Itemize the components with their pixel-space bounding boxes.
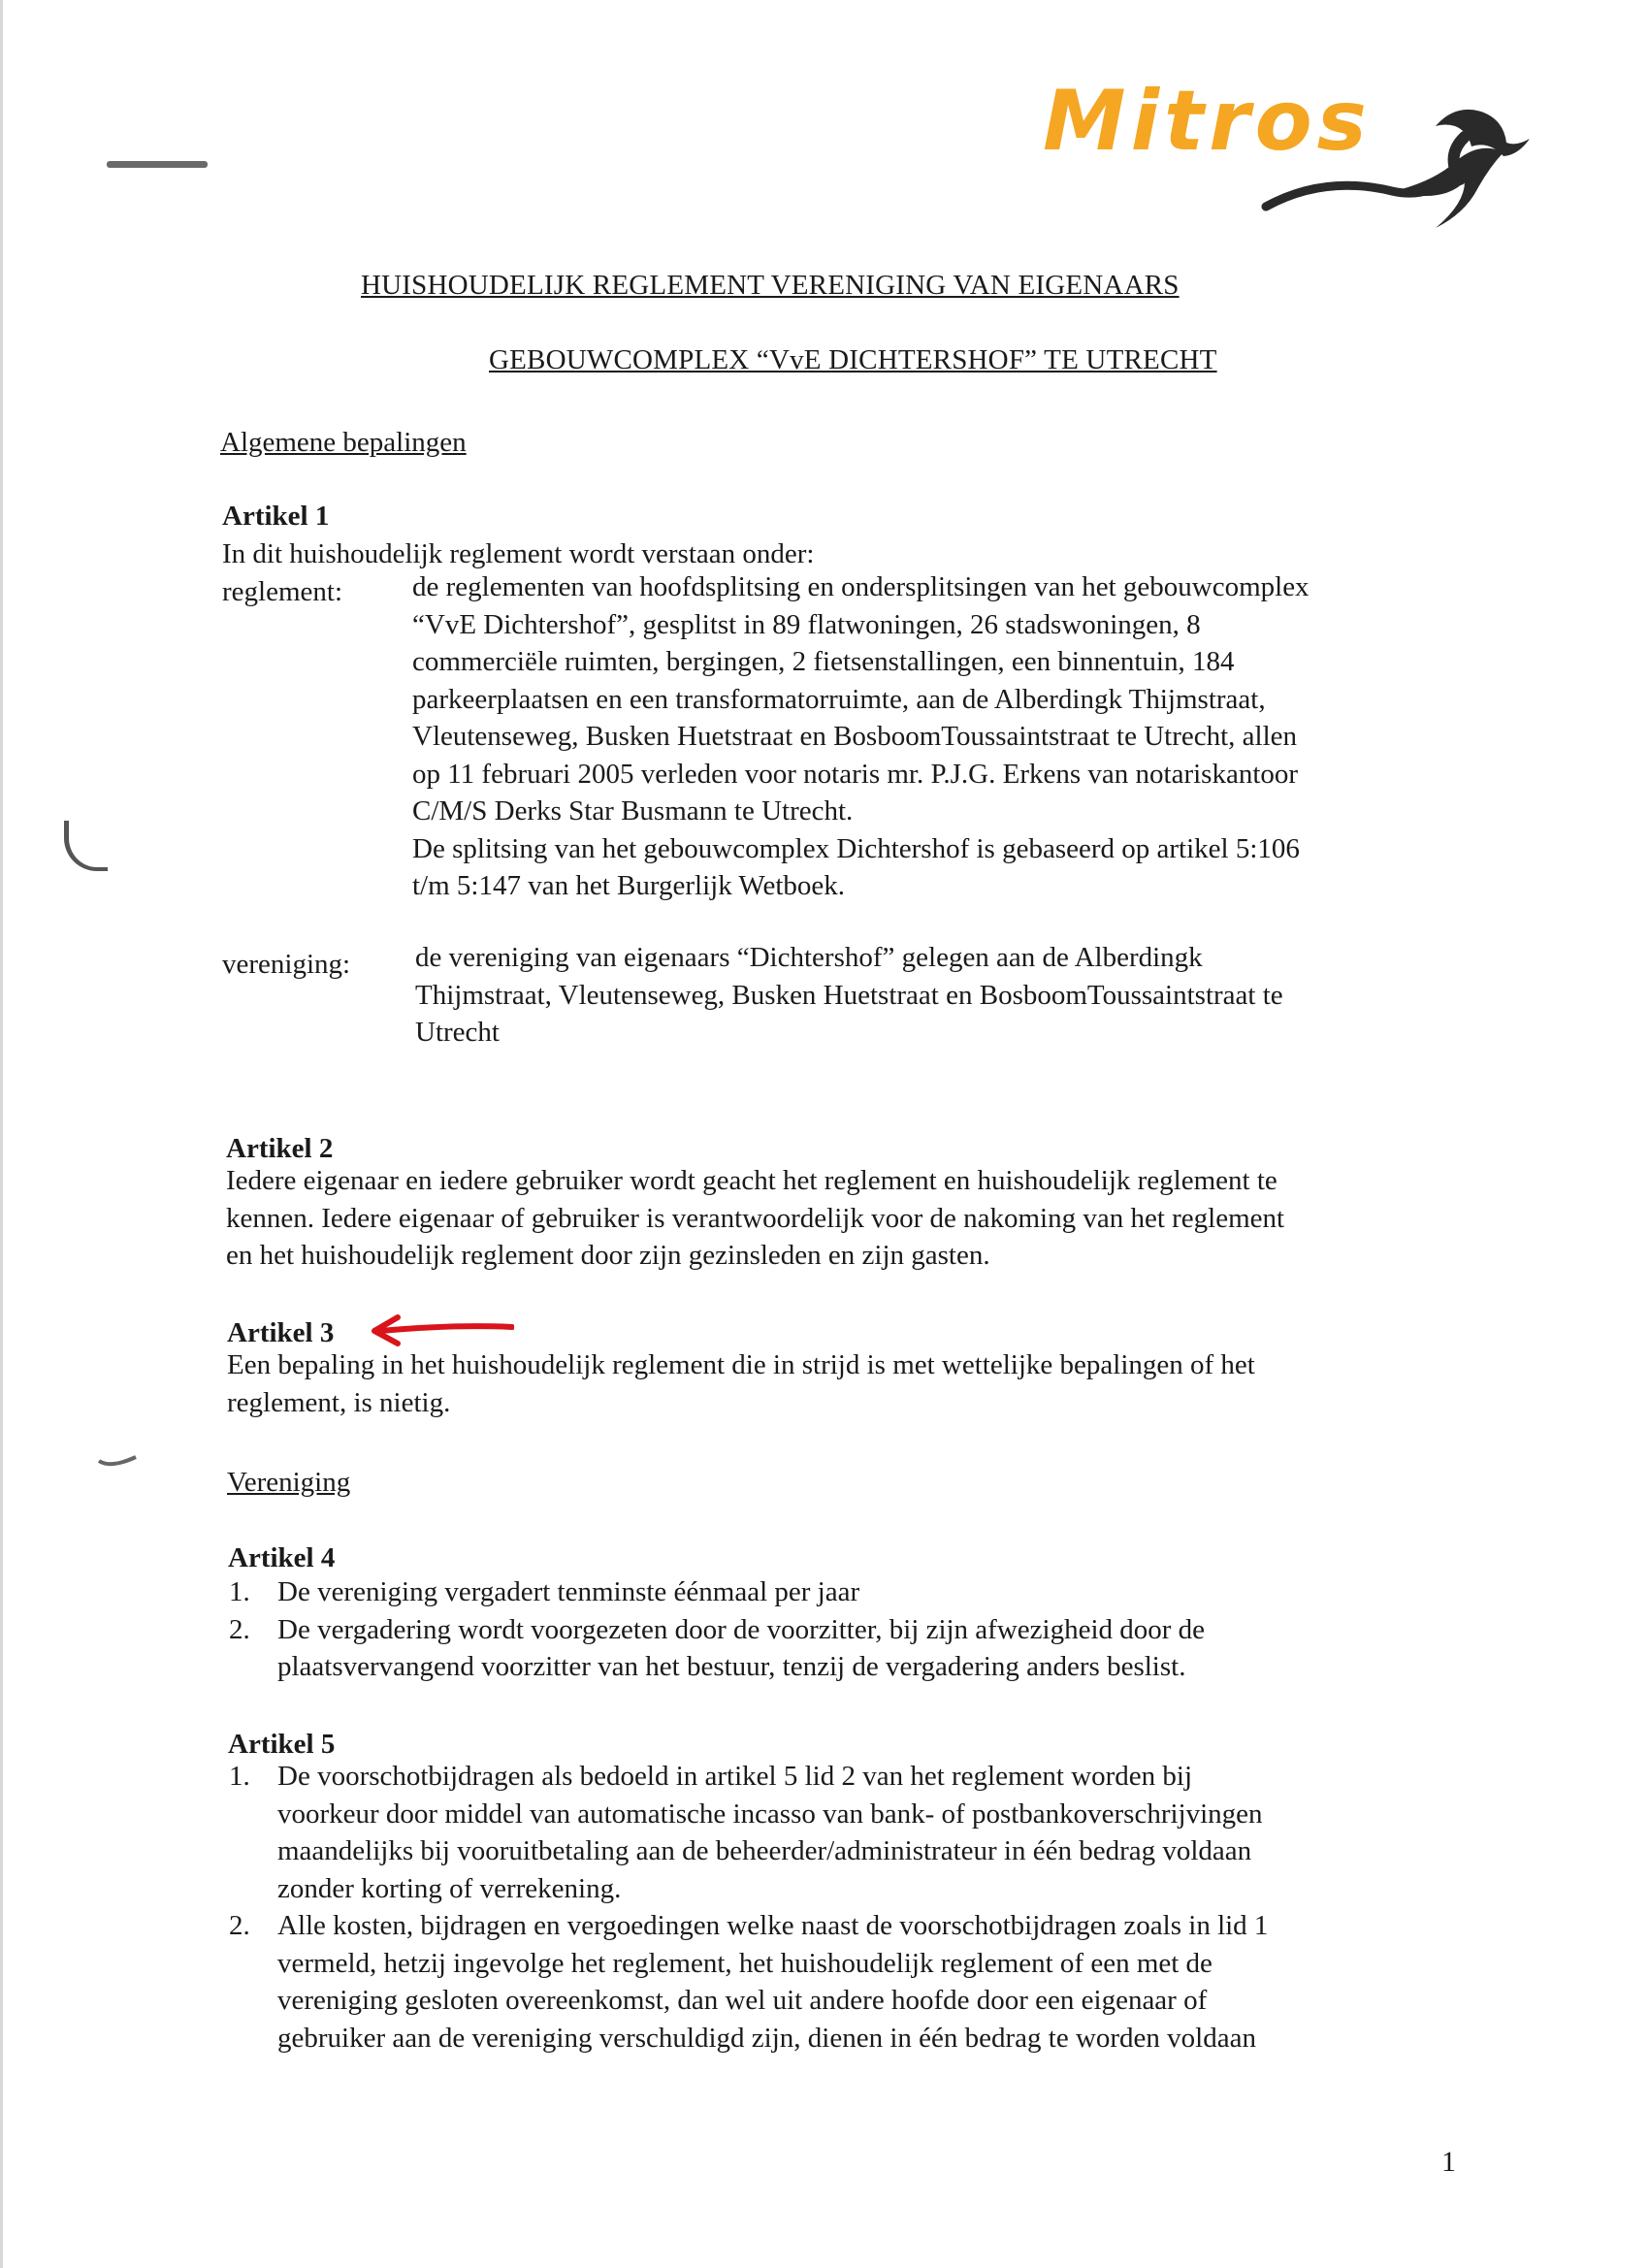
red-arrow-annotation-icon — [369, 1312, 514, 1346]
scan-mark — [107, 161, 208, 168]
mitros-logo — [1043, 73, 1533, 228]
document-subtitle: GEBOUWCOMPLEX “VvE DICHTERSHOF” TE UTRECHT — [489, 344, 1217, 375]
article-2-body — [226, 1162, 1468, 1275]
list-number: 2. — [229, 1910, 250, 1941]
article-1-intro: In dit huishoudelijk reglement wordt verstaan onder: — [222, 538, 815, 569]
text-line: reglement, is nietig. — [227, 1386, 451, 1418]
list-number: 2. — [229, 1613, 250, 1645]
list-item — [229, 1907, 1471, 2057]
text-line: gebruiker aan de vereniging verschuldigd zijn, dienen in één bedrag te worden voldaan — [277, 2022, 1256, 2054]
text-line: t/m 5:147 van het Burgerlijk Wetboek. — [412, 870, 846, 901]
article-5-list — [229, 1758, 1471, 2057]
text-line: zonder korting of verrekening. — [277, 1872, 622, 1904]
text-line: Thijmstraat, Vleutenseweg, Busken Huetstraat en BosboomToussaintstraat te — [415, 979, 1283, 1011]
text-line: Utrecht — [415, 1017, 500, 1048]
list-item — [229, 1758, 1471, 1907]
list-number: 1. — [229, 1761, 250, 1792]
text-line: De vergadering wordt voorgezeten door de voorzitter, bij zijn afwezigheid door de — [277, 1613, 1206, 1645]
definition-body-vereniging — [415, 939, 1618, 1052]
text-line: op 11 februari 2005 verleden voor notaris mr. P.J.G. Erkens van notariskantoor — [412, 758, 1299, 790]
section-heading-vereniging: Vereniging — [227, 1467, 351, 1498]
text-line: vereniging gesloten overeenkomst, dan wel uit andere hoofde door een eigenaar of — [277, 1985, 1208, 2016]
page-number: 1 — [1441, 2146, 1456, 2178]
scan-edge — [0, 0, 3, 2268]
article-3-body — [227, 1346, 1469, 1421]
text-line: voorkeur door middel van automatische incasso van bank- of postbankoverschrijvingen — [277, 1798, 1263, 1830]
section-heading-general: Algemene bepalingen — [220, 427, 467, 458]
list-item — [229, 1611, 1471, 1686]
document-title: HUISHOUDELIJK REGLEMENT VERENIGING VAN EIGENAARS — [361, 270, 1180, 301]
article-2-heading: Artikel 2 — [226, 1133, 334, 1164]
punch-hole-mark — [64, 821, 108, 871]
text-line: De voorschotbijdragen als bedoeld in artikel 5 lid 2 van het reglement worden bij — [277, 1761, 1193, 1792]
text-line: “VvE Dichtershof”, gesplitst in 89 flatwoningen, 26 stadswoningen, 8 — [412, 608, 1201, 640]
definition-term-reglement: reglement: — [222, 576, 343, 607]
text-line: commerciële ruimten, bergingen, 2 fietsenstallingen, een binnentuin, 184 — [412, 646, 1235, 677]
list-number: 1. — [229, 1576, 250, 1607]
text-line: Alle kosten, bijdragen en vergoedingen welke naast de voorschotbijdragen zoals in lid 1 — [277, 1910, 1269, 1941]
text-line: De vereniging vergadert tenminste éénmaal per jaar — [277, 1576, 860, 1607]
logo-text: Mitros — [1043, 73, 1372, 170]
text-line: plaatsvervangend voorzitter van het bestuur, tenzij de vergadering anders beslist. — [277, 1651, 1186, 1682]
article-5-heading: Artikel 5 — [228, 1729, 336, 1760]
article-4-list — [229, 1573, 1471, 1686]
text-line: C/M/S Derks Star Busmann te Utrecht. — [412, 795, 854, 826]
text-line: Iedere eigenaar en iedere gebruiker wordt geacht het reglement en huishoudelijk reglement te — [226, 1165, 1277, 1196]
text-line: maandelijks bij vooruitbetaling aan de beheerder/administrateur in één bedrag voldaan — [277, 1835, 1252, 1866]
text-line: kennen. Iedere eigenaar of gebruiker is verantwoordelijk voor de nakoming van het reglement — [226, 1202, 1285, 1234]
list-item — [229, 1573, 1471, 1611]
text-line: Vleutenseweg, Busken Huetstraat en BosboomToussaintstraat te Utrecht, allen — [412, 721, 1298, 752]
text-line: de vereniging van eigenaars “Dichtershof” gelegen aan de Alberdingk — [415, 942, 1203, 973]
article-3-heading: Artikel 3 — [227, 1317, 335, 1348]
definition-body-reglement — [412, 568, 1615, 905]
article-1-heading: Artikel 1 — [222, 501, 330, 532]
text-line: de reglementen van hoofdsplitsing en ondersplitsingen van het gebouwcomplex — [412, 571, 1310, 602]
definition-term-vereniging: vereniging: — [222, 949, 351, 980]
text-line: en het huishoudelijk reglement door zijn gezinsleden en zijn gasten. — [226, 1240, 990, 1271]
text-line: De splitsing van het gebouwcomplex Dichtershof is gebaseerd op artikel 5:106 — [412, 832, 1300, 864]
article-4-heading: Artikel 4 — [228, 1542, 336, 1573]
swallow-bird-icon — [1256, 82, 1537, 228]
text-line: Een bepaling in het huishoudelijk reglement die in strijd is met wettelijke bepalingen of het — [227, 1349, 1255, 1380]
punch-hole-mark — [97, 1455, 138, 1469]
text-line: parkeerplaatsen en een transformatorruimte, aan de Alberdingk Thijmstraat, — [412, 683, 1266, 715]
text-line: vermeld, hetzij ingevolge het reglement, het huishoudelijk reglement of een met de — [277, 1947, 1212, 1979]
